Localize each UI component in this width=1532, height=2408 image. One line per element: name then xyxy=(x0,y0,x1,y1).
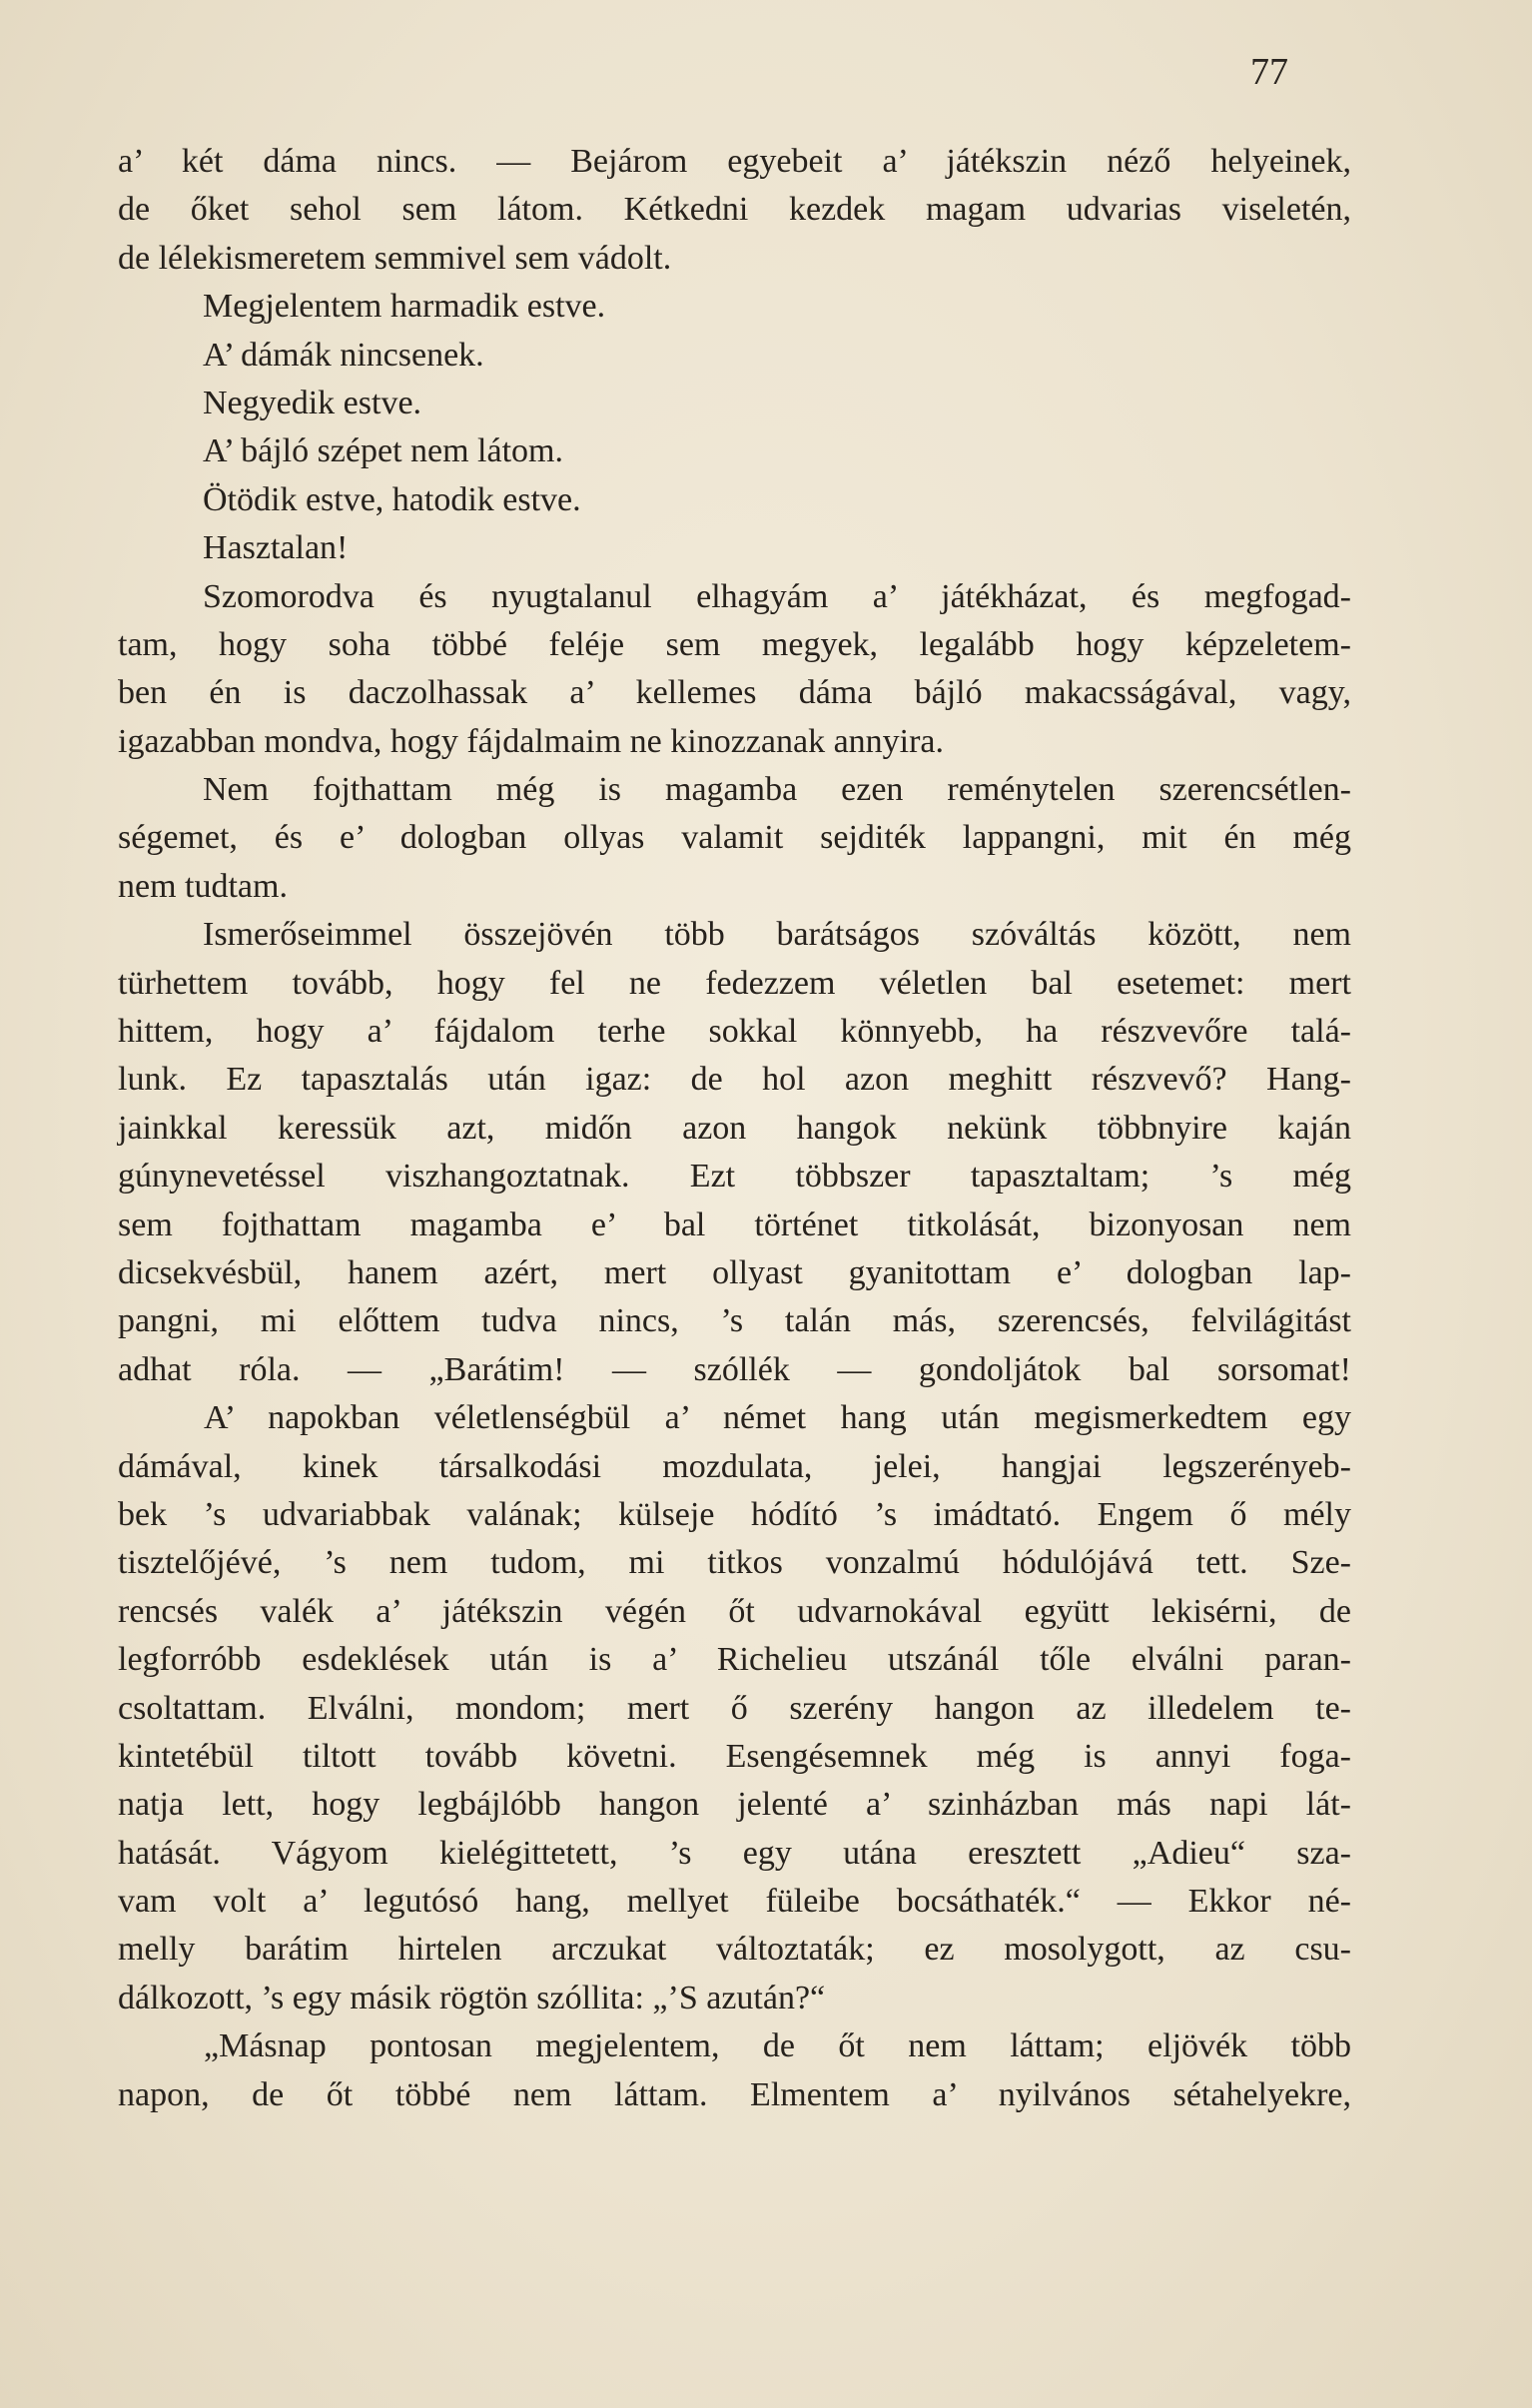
text-line: nem tudtam. xyxy=(118,867,288,905)
text-line: ben én is daczolhassak a’ kellemes dáma bájló makacsságával, vagy, xyxy=(118,674,1351,712)
text-line: gúnynevetéssel viszhangoztatnak. Ezt többszer tapasztaltam; ’s még xyxy=(118,1158,1351,1196)
text-line: tisztelőjévé, ’s nem tudom, mi titkos vonzalmú hódulójává tett. Sze- xyxy=(118,1544,1351,1582)
text-line: rencsés valék a’ játékszin végén őt udvarnokával együtt lekisérni, de xyxy=(118,1592,1351,1630)
text-line: vam volt a’ legutósó hang, mellyet füleibe bocsáthaték.“ — Ekkor né- xyxy=(118,1883,1351,1921)
text-line: Szomorodva és nyugtalanul elhagyám a’ játékházat, és megfogad- xyxy=(203,577,1351,615)
text-line: Ismerőseimmel összejövén több barátságos szóváltás között, nem xyxy=(203,916,1351,954)
text-line: jainkkal keressük azt, midőn azon hangok nekünk többnyire kaján xyxy=(118,1109,1351,1147)
text-line: legforróbb esdeklések után is a’ Richelieu utszánál tőle elválni paran- xyxy=(118,1641,1351,1679)
text-line: napon, de őt többé nem láttam. Elmentem a’ nyilvános sétahelyekre, xyxy=(118,2075,1351,2113)
text-line: adhat róla. — „Barátim! — szóllék — gondoljátok bal sorsomat! xyxy=(118,1350,1351,1388)
text-line: sem fojthattam magamba e’ bal történet titkolását, bizonyosan nem xyxy=(118,1205,1351,1243)
text-line: dálkozott, ’s egy másik rögtön szóllita: „’S azután?“ xyxy=(118,1979,826,2016)
text-line: dicsekvésbül, hanem azért, mert ollyast gyanitottam e’ dologban lap- xyxy=(118,1253,1351,1291)
text-line: a’ két dáma nincs. — Bejárom egyebeit a’ játékszin néző helyeinek, xyxy=(118,143,1351,180)
text-line: türhettem tovább, hogy fel ne fedezzem véletlen bal esetemet: mert xyxy=(118,964,1351,1002)
text-line: Hasztalan! xyxy=(203,529,349,567)
text-line: csoltattam. Elválni, mondom; mert ő szerény hangon az illedelem te- xyxy=(118,1689,1351,1727)
text-line: A’ napokban véletlenségbül a’ német hang után megismerkedtem egy xyxy=(204,1399,1351,1437)
text-line: tam, hogy soha többé feléje sem megyek, legalább hogy képzeletem- xyxy=(118,625,1351,663)
text-line: Ötödik estve, hatodik estve. xyxy=(203,480,581,518)
text-line: igazabban mondva, hogy fájdalmaim ne kinozzanak annyira. xyxy=(118,722,945,760)
text-line: melly barátim hirtelen arczukat változtaták; ez mosolygott, az csu- xyxy=(118,1931,1351,1969)
text-line: hittem, hogy a’ fájdalom terhe sokkal könnyebb, ha részvevőre talá- xyxy=(118,1013,1351,1051)
page-number: 77 xyxy=(1250,51,1288,93)
body-text xyxy=(118,138,1351,2119)
text-line: pangni, mi előttem tudva nincs, ’s talán más, szerencsés, felvilágitást xyxy=(118,1302,1351,1340)
text-line: A’ dámák nincsenek. xyxy=(203,336,484,374)
text-line: natja lett, hogy legbájlóbb hangon jelenté a’ szinházban más napi lát- xyxy=(118,1786,1351,1824)
text-line: A’ bájló szépet nem látom. xyxy=(203,432,563,470)
text-line: dámával, kinek társalkodási mozdulata, jelei, hangjai legszerényeb- xyxy=(118,1447,1351,1485)
text-line: de őket sehol sem látom. Kétkedni kezdek magam udvarias viseletén, xyxy=(118,191,1351,229)
text-line: „Másnap pontosan megjelentem, de őt nem láttam; eljövék több xyxy=(204,2027,1351,2065)
text-line: Negyedik estve. xyxy=(203,384,422,421)
text-line: bek ’s udvariabbak valának; külseje hódító ’s imádtató. Engem ő mély xyxy=(118,1495,1351,1533)
text-line: Megjelentem harmadik estve. xyxy=(203,288,606,326)
text-line: ségemet, és e’ dologban ollyas valamit sejditék lappangni, mit én még xyxy=(118,819,1351,857)
text-line: Nem fojthattam még is magamba ezen reménytelen szerencsétlen- xyxy=(203,771,1351,809)
text-line: kintetébül tiltott tovább követni. Esengésemnek még is annyi foga- xyxy=(118,1737,1351,1775)
text-line: de lélekismeretem semmivel sem vádolt. xyxy=(118,239,672,277)
text-line: lunk. Ez tapasztalás után igaz: de hol azon meghitt részvevő? Hang- xyxy=(118,1061,1351,1099)
text-line: hatását. Vágyom kielégittetett, ’s egy utána eresztett „Adieu“ sza- xyxy=(118,1834,1351,1872)
